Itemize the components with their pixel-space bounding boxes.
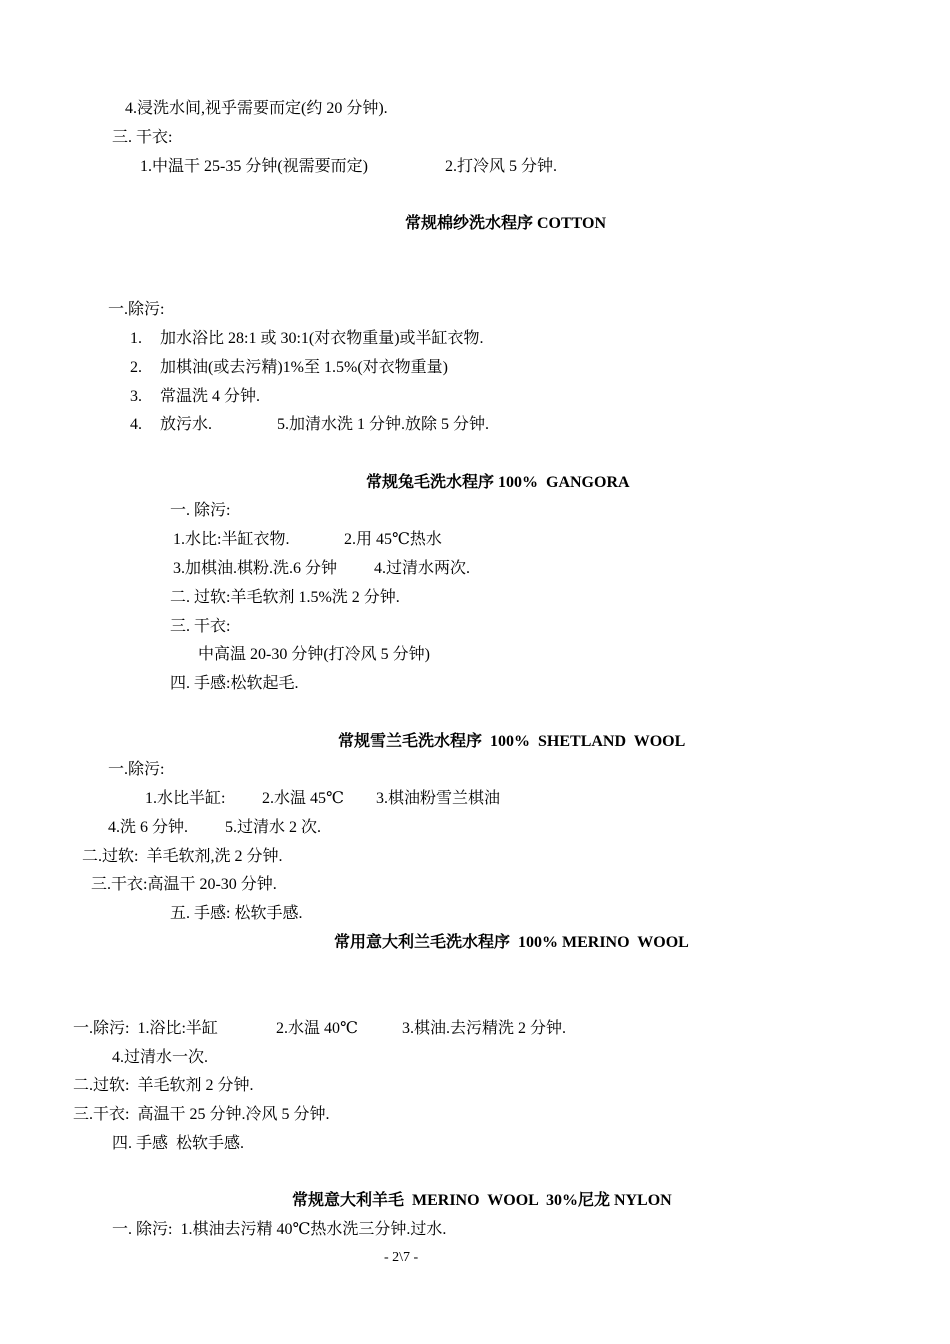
list-item: 加棋油(或去污精)1%至 1.5%(对衣物重量): [160, 359, 448, 376]
step-item: 5.过清水 2 次.: [225, 819, 322, 836]
heading-merino: 常用意大利兰毛洗水程序 100% MERINO WOOL: [334, 934, 689, 951]
heading-shetland: 常规雪兰毛洗水程序 100% SHETLAND WOOL: [338, 733, 686, 750]
list-item: 5.加清水洗 1 分钟.放除 5 分钟.: [277, 416, 490, 433]
section-decontam: 一.除污:: [108, 301, 165, 318]
step-item: 4.过清水一次.: [112, 1049, 209, 1066]
section-drying: 三.干衣: 高温干 25 分钟.冷风 5 分钟.: [73, 1106, 330, 1123]
step-medium-dry: 1.中温干 25-35 分钟(视需要而定): [140, 158, 368, 175]
heading-cotton: 常规棉纱洗水程序 COTTON: [405, 215, 607, 232]
step-item: 3.加棋油.棋粉.洗.6 分钟: [173, 560, 338, 577]
section-decontam: 一. 除污:: [170, 502, 231, 519]
list-number: 3.: [130, 388, 142, 405]
list-number: 1.: [130, 330, 142, 347]
section-softening: 二.过软: 羊毛软剂 2 分钟.: [73, 1077, 254, 1094]
step-item: 4.洗 6 分钟.: [108, 819, 189, 836]
section-hand-feel: 四. 手感 松软手感.: [112, 1135, 245, 1152]
step-item: 3.棋油粉雪兰棋油: [376, 790, 501, 807]
step-item: 2.水温 45℃: [262, 790, 344, 807]
step-item: 2.水温 40℃: [276, 1020, 358, 1037]
step-item: 中高温 20-30 分钟(打冷风 5 分钟): [198, 646, 430, 663]
section-decontam: 一. 除污: 1.棋油去污精 40℃热水洗三分钟.过水.: [112, 1221, 447, 1238]
section-hand-feel: 四. 手感:松软起毛.: [170, 675, 299, 692]
section-drying: 三. 干衣:: [170, 618, 231, 635]
list-item: 加水浴比 28:1 或 30:1(对衣物重量)或半缸衣物.: [160, 330, 484, 347]
list-number: 2.: [130, 359, 142, 376]
page-footer: - 2\7 -: [384, 1250, 419, 1265]
step-item: 2.用 45℃热水: [344, 531, 442, 548]
step-item: 1.水比:半缸衣物.: [173, 531, 290, 548]
list-item: 放污水.: [160, 416, 213, 433]
section-hand-feel: 五. 手感: 松软手感.: [170, 905, 303, 922]
step-soak-time: 4.浸洗水间,视乎需要而定(约 20 分钟).: [125, 100, 388, 117]
section-drying: 三. 干衣:: [112, 129, 173, 146]
step-item: 4.过清水两次.: [374, 560, 471, 577]
section-softening: 二.过软: 羊毛软剂,洗 2 分钟.: [82, 848, 283, 865]
section-decontam: 一.除污: 1.浴比:半缸: [73, 1020, 218, 1037]
section-drying: 三.干衣:高温干 20-30 分钟.: [91, 876, 277, 893]
section-softening: 二. 过软:羊毛软剂 1.5%洗 2 分钟.: [170, 589, 400, 606]
heading-angora: 常规兔毛洗水程序 100% GANGORA: [366, 474, 630, 491]
step-item: 1.水比半缸:: [145, 790, 226, 807]
list-number: 4.: [130, 416, 142, 433]
heading-merino-nylon: 常规意大利羊毛 MERINO WOOL 30%尼龙 NYLON: [292, 1192, 672, 1209]
list-item: 常温洗 4 分钟.: [160, 388, 261, 405]
section-decontam: 一.除污:: [108, 761, 165, 778]
step-cold-air: 2.打冷风 5 分钟.: [445, 158, 558, 175]
step-item: 3.棋油.去污精洗 2 分钟.: [402, 1020, 567, 1037]
